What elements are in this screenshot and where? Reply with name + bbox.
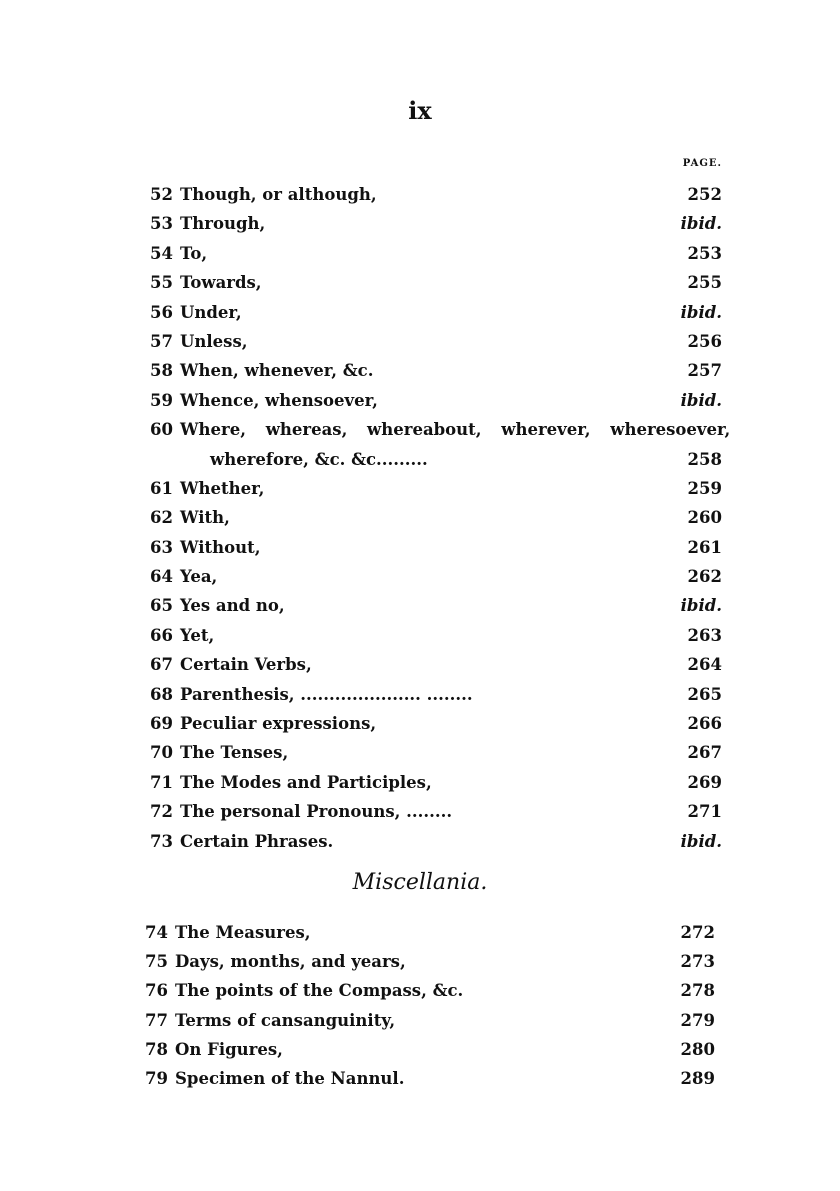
- toc-entry: [150, 680, 722, 709]
- entry-page: 279: [680, 1010, 715, 1030]
- entry-number: 79: [145, 1068, 168, 1088]
- entry-title: Where, whereas, whereabout, wherever, wheresoever,: [180, 420, 731, 440]
- entry-number: 74: [145, 923, 168, 942]
- toc-entry: [150, 209, 722, 238]
- toc-entry: [150, 650, 722, 679]
- entry-title: The Tenses,: [180, 743, 289, 763]
- entry-page: ibid.: [680, 214, 722, 234]
- entry-number: 64: [150, 567, 173, 587]
- entry-page: ibid.: [680, 831, 722, 851]
- entry-title: Without,: [180, 537, 261, 557]
- entry-page: 267: [687, 743, 722, 763]
- toc-entry: [150, 533, 722, 562]
- toc-entry: [150, 827, 722, 856]
- toc-entry: [150, 503, 722, 532]
- entry-title: The Modes and Participles,: [180, 772, 432, 792]
- entry-page: 253: [687, 243, 722, 263]
- toc-entry: [150, 621, 722, 650]
- toc-entry: [150, 298, 722, 327]
- entry-number: 77: [145, 1010, 168, 1030]
- entry-title: Unless,: [180, 331, 248, 351]
- entry-title: Through,: [180, 214, 266, 234]
- toc-entry: [145, 918, 715, 947]
- entry-number: 58: [150, 361, 173, 381]
- toc-entry: [150, 415, 731, 474]
- toc-list: [150, 180, 731, 856]
- entry-page: 252: [687, 185, 722, 204]
- entry-page: 256: [687, 331, 722, 351]
- toc-entry: [150, 180, 722, 209]
- toc-entry: [145, 947, 715, 976]
- entry-page: 259: [687, 478, 722, 498]
- entry-number: 60: [150, 420, 173, 440]
- entry-number: 72: [150, 802, 173, 822]
- entry-title: Though, or although,: [180, 185, 377, 204]
- entry-number: 63: [150, 537, 173, 557]
- entry-page: 271: [687, 802, 722, 822]
- toc-entry: [150, 738, 722, 767]
- entry-title: The Measures,: [175, 923, 311, 942]
- toc-entry: [150, 709, 722, 738]
- entry-page: 266: [687, 714, 722, 734]
- entry-title: The personal Pronouns, ........: [180, 802, 453, 822]
- entry-title: Specimen of the Nannul.: [175, 1068, 405, 1088]
- toc-entry: [145, 1035, 715, 1064]
- entry-title: Certain Phrases.: [180, 831, 334, 851]
- toc-entry: [150, 591, 722, 620]
- entry-number: 53: [150, 214, 173, 234]
- entry-number: 57: [150, 331, 173, 351]
- entry-page: 278: [680, 981, 715, 1001]
- entry-title: Yet,: [180, 625, 215, 645]
- toc-entry: [150, 239, 722, 268]
- toc-entry: [145, 1064, 715, 1093]
- entry-page: 255: [687, 273, 722, 293]
- entry-title: Whether,: [180, 478, 265, 498]
- entry-page: 273: [680, 952, 715, 972]
- toc-entry: [150, 474, 722, 503]
- entry-number: 67: [150, 655, 173, 675]
- entry-title-continuation: wherefore, &c. &c.........: [210, 449, 428, 469]
- entry-title: Yea,: [180, 567, 218, 587]
- entry-page: 269: [687, 772, 722, 792]
- entry-number: 61: [150, 478, 173, 498]
- entry-number: 75: [145, 952, 168, 972]
- entry-number: 73: [150, 831, 173, 851]
- entry-title: Certain Verbs,: [180, 655, 312, 675]
- entry-number: 65: [150, 596, 173, 616]
- entry-page: 289: [680, 1068, 715, 1088]
- entry-title: The points of the Compass, &c.: [175, 981, 464, 1001]
- entry-title: With,: [180, 508, 230, 528]
- section-heading: Miscellania.: [352, 870, 488, 895]
- toc-entry: [150, 797, 722, 826]
- entry-title: Days, months, and years,: [175, 952, 406, 972]
- misc-toc-list: [145, 918, 715, 1093]
- entry-title: On Figures,: [175, 1039, 283, 1059]
- entry-number: 55: [150, 273, 173, 293]
- toc-entry: [150, 356, 722, 385]
- entry-title: Yes and no,: [180, 596, 285, 616]
- toc-entry: [145, 976, 715, 1005]
- entry-page: 260: [687, 508, 722, 528]
- entry-title: Terms of cansanguinity,: [175, 1010, 396, 1030]
- entry-page: ibid.: [680, 302, 722, 322]
- entry-page: ibid.: [680, 596, 722, 616]
- entry-number: 66: [150, 625, 173, 645]
- entry-page: 264: [687, 655, 722, 675]
- page-column-header: PAGE.: [682, 158, 722, 169]
- entry-page: 263: [687, 625, 722, 645]
- entry-number: 52: [150, 185, 173, 204]
- entry-title: Towards,: [180, 273, 262, 293]
- entry-page: ibid.: [680, 390, 722, 410]
- entry-number: 70: [150, 743, 173, 763]
- entry-number: 71: [150, 772, 173, 792]
- entry-number: 59: [150, 390, 173, 410]
- entry-page: 262: [687, 567, 722, 587]
- entry-title: Under,: [180, 302, 242, 322]
- entry-page: 265: [687, 684, 722, 704]
- entry-page: 258: [687, 449, 722, 469]
- toc-entry: [150, 327, 722, 356]
- entry-number: 68: [150, 684, 173, 704]
- toc-entry: [150, 768, 722, 797]
- entry-number: 78: [145, 1039, 168, 1059]
- entry-page: 261: [687, 537, 722, 557]
- entry-page: 272: [680, 923, 715, 942]
- entry-page: 257: [687, 361, 722, 381]
- toc-entry: [150, 562, 722, 591]
- entry-title: Whence, whensoever,: [180, 390, 378, 410]
- toc-entry: [150, 268, 722, 297]
- page-number: ix: [408, 96, 432, 125]
- entry-number: 69: [150, 714, 173, 734]
- entry-title: When, whenever, &c.: [180, 361, 374, 381]
- entry-title: To,: [180, 243, 208, 263]
- entry-number: 56: [150, 302, 173, 322]
- toc-entry: [145, 1006, 715, 1035]
- entry-number: 76: [145, 981, 168, 1001]
- entry-title: Peculiar expressions,: [180, 714, 377, 734]
- entry-title: Parenthesis, ..................... ........: [180, 684, 473, 704]
- toc-entry: [150, 386, 722, 415]
- entry-number: 62: [150, 508, 173, 528]
- entry-page: 280: [680, 1039, 715, 1059]
- entry-number: 54: [150, 243, 173, 263]
